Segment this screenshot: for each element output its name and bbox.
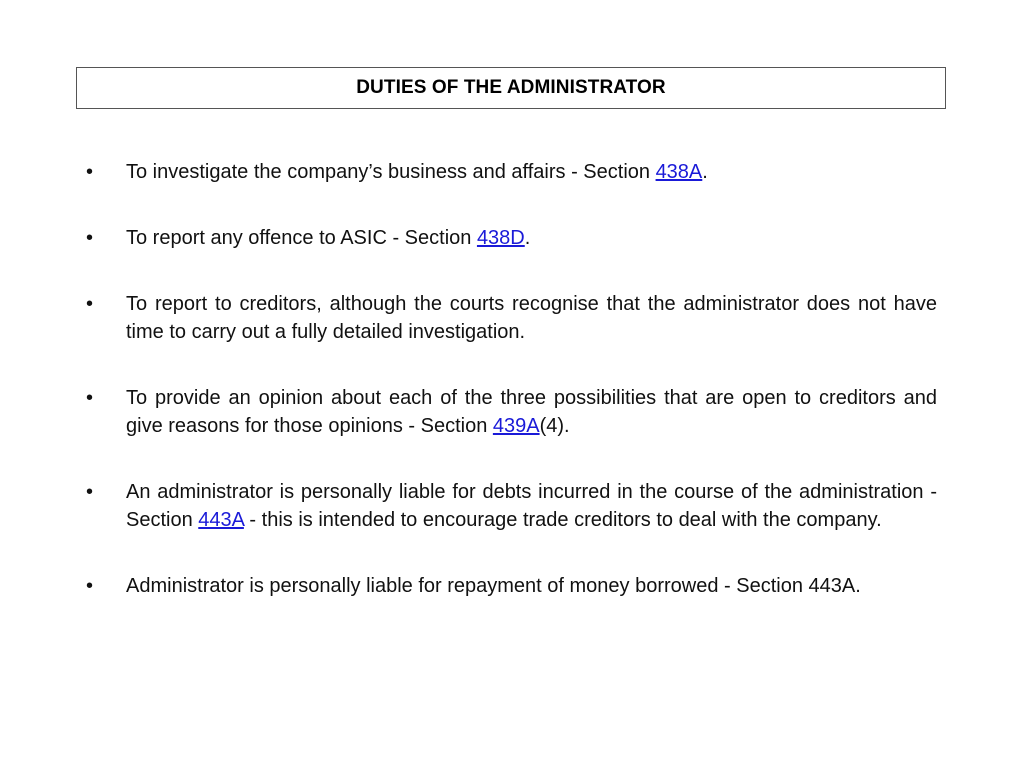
section-link-443a[interactable]: 443A <box>198 509 244 531</box>
bullet-text-part: - this is intended to encourage trade creditors to deal with the company. <box>243 509 882 531</box>
bullet-text-part: (4). <box>539 415 570 437</box>
bullet-list <box>86 158 937 600</box>
bullet-text <box>126 290 937 346</box>
section-link-439a[interactable]: 439A <box>492 415 540 437</box>
title-box <box>76 67 946 109</box>
bullet-text-part: To investigate the company’s business and affairs - Section <box>126 161 656 183</box>
slide-title: DUTIES OF THE ADMINISTRATOR <box>356 77 666 98</box>
bullet-item <box>86 384 937 440</box>
bullet-icon: • <box>86 161 94 183</box>
bullet-text <box>126 384 937 440</box>
bullet-icon: • <box>86 481 94 503</box>
bullet-text-part: . <box>702 161 708 183</box>
bullet-text <box>126 478 937 534</box>
bullet-text-part: To provide an opinion about each of the three possibilities that are open to creditors and give reasons for those opinions - Section <box>126 387 937 437</box>
bullet-item <box>86 478 937 534</box>
bullet-item <box>86 290 937 346</box>
section-link-438a[interactable]: 438A <box>655 161 703 183</box>
bullet-icon: • <box>86 293 94 315</box>
bullet-text-part: . <box>524 227 531 249</box>
bullet-icon: • <box>86 227 94 249</box>
bullet-text-part: An administrator is personally liable for debts incurred in the course of the administration - Section <box>126 481 937 531</box>
bullet-text <box>126 572 937 600</box>
bullet-icon: • <box>86 387 94 409</box>
bullet-text-part: To report to creditors, although the courts recognise that the administrator does not have time to carry out a fully detailed investigation. <box>126 293 937 343</box>
bullet-item <box>86 224 937 252</box>
bullet-item <box>86 572 937 600</box>
section-link-438d[interactable]: 438D <box>476 227 525 249</box>
bullet-text-part: Administrator is personally liable for repayment of money borrowed - Section 443A. <box>126 575 861 597</box>
bullet-text-part: To report any offence to ASIC - Section <box>126 227 477 249</box>
bullet-icon: • <box>86 575 94 597</box>
bullet-item <box>86 158 937 186</box>
bullet-text <box>126 158 937 186</box>
bullet-text <box>126 224 937 252</box>
